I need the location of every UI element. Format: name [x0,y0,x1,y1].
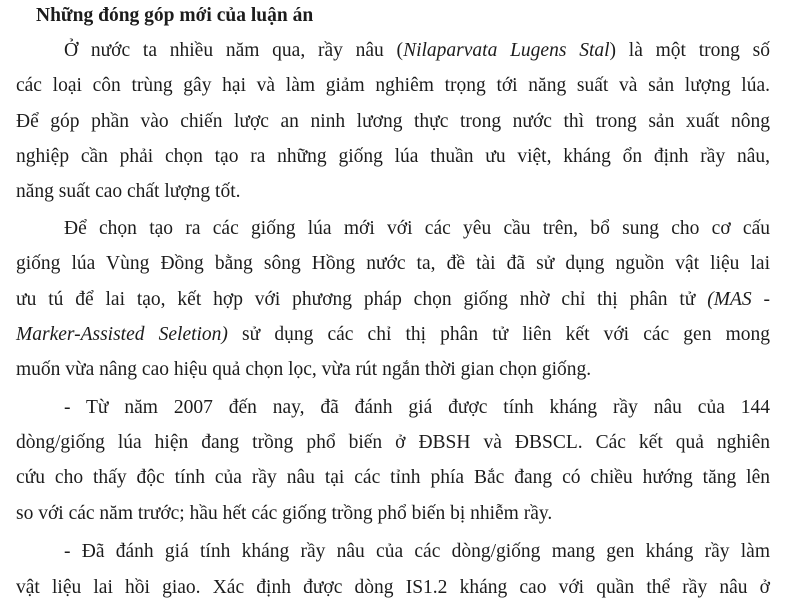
text-run: nghiệp cần phải chọn tạo ra những giống lúa thuần ưu việt, kháng ổn định rầy nâu, [16,146,770,167]
paragraph-4-line-1 [64,540,770,564]
text-run: năng suất cao chất lượng tốt. [16,181,241,202]
text-run: các loại côn trùng gây hại và làm giảm nghiêm trọng tới năng suất và sản lượng lúa. [16,75,770,96]
section-title: Những đóng góp mới của luận án [36,5,314,26]
paragraph-1-line-4 [16,145,770,169]
text-run: so với các năm trước; hầu hết các giống trồng phổ biến bị nhiễm rầy. [16,503,553,524]
paragraph-3-line-3 [16,466,770,490]
paragraph-4-line-2 [16,576,770,600]
paragraph-2-line-2 [16,252,770,276]
paragraph-1-line-3 [16,110,770,134]
paragraph-1-line-2 [16,74,770,98]
method-fullname: Marker-Assisted Seletion) [16,324,228,345]
species-name: Nilaparvata Lugens Stal [403,40,610,61]
paragraph-3-line-4 [16,502,770,526]
text-run: Để chọn tạo ra các giống lúa mới với các yêu cầu trên, bổ sung cho cơ cấu [64,218,770,239]
text-run: cứu cho thấy độc tính của rầy nâu tại các tỉnh phía Bắc đang có chiều hướng tăng lên [16,467,770,488]
text-run: giống lúa Vùng Đồng bằng sông Hồng nước ta, đề tài đã sử dụng nguồn vật liệu lai [16,253,770,274]
text-run: vật liệu lai hồi giao. Xác định được dòng IS1.2 kháng cao với quần thể rầy nâu ở [16,577,770,598]
paragraph-2-line-3 [16,288,770,312]
text-run: - Từ năm 2007 đến nay, đã đánh giá được tính kháng rầy nâu của 144 [64,397,770,418]
text-run: ) là một trong số [609,40,771,61]
text-run: Để góp phần vào chiến lược an ninh lương thực trong nước thì trong sản xuất nông [16,111,770,132]
text-run: ưu tú để lai tạo, kết hợp với phương pháp chọn giống nhờ chỉ thị phân tử [16,289,708,310]
paragraph-3-line-2 [16,431,770,455]
text-run: muốn vừa nâng cao hiệu quả chọn lọc, vừa rút ngắn thời gian chọn giống. [16,359,592,380]
method-abbrev: (MAS - [707,289,770,310]
paragraph-2-line-4 [16,323,770,347]
text-run: dòng/giống lúa hiện đang trồng phổ biến ở ĐBSH và ĐBSCL. Các kết quả nghiên [16,432,770,453]
paragraph-3-line-1 [64,396,770,420]
paragraph-1-line-1 [64,39,770,63]
paragraph-1-line-5 [16,180,770,204]
text-run: - Đã đánh giá tính kháng rầy nâu của các dòng/giống mang gen kháng rầy làm [64,541,770,562]
paragraph-2-line-5 [16,358,770,382]
paragraph-2-line-1 [64,217,770,241]
text-run: Ở nước ta nhiều năm qua, rầy nâu ( [64,40,404,61]
text-run: sử dụng các chỉ thị phân tử liên kết với các gen mong [227,324,770,345]
